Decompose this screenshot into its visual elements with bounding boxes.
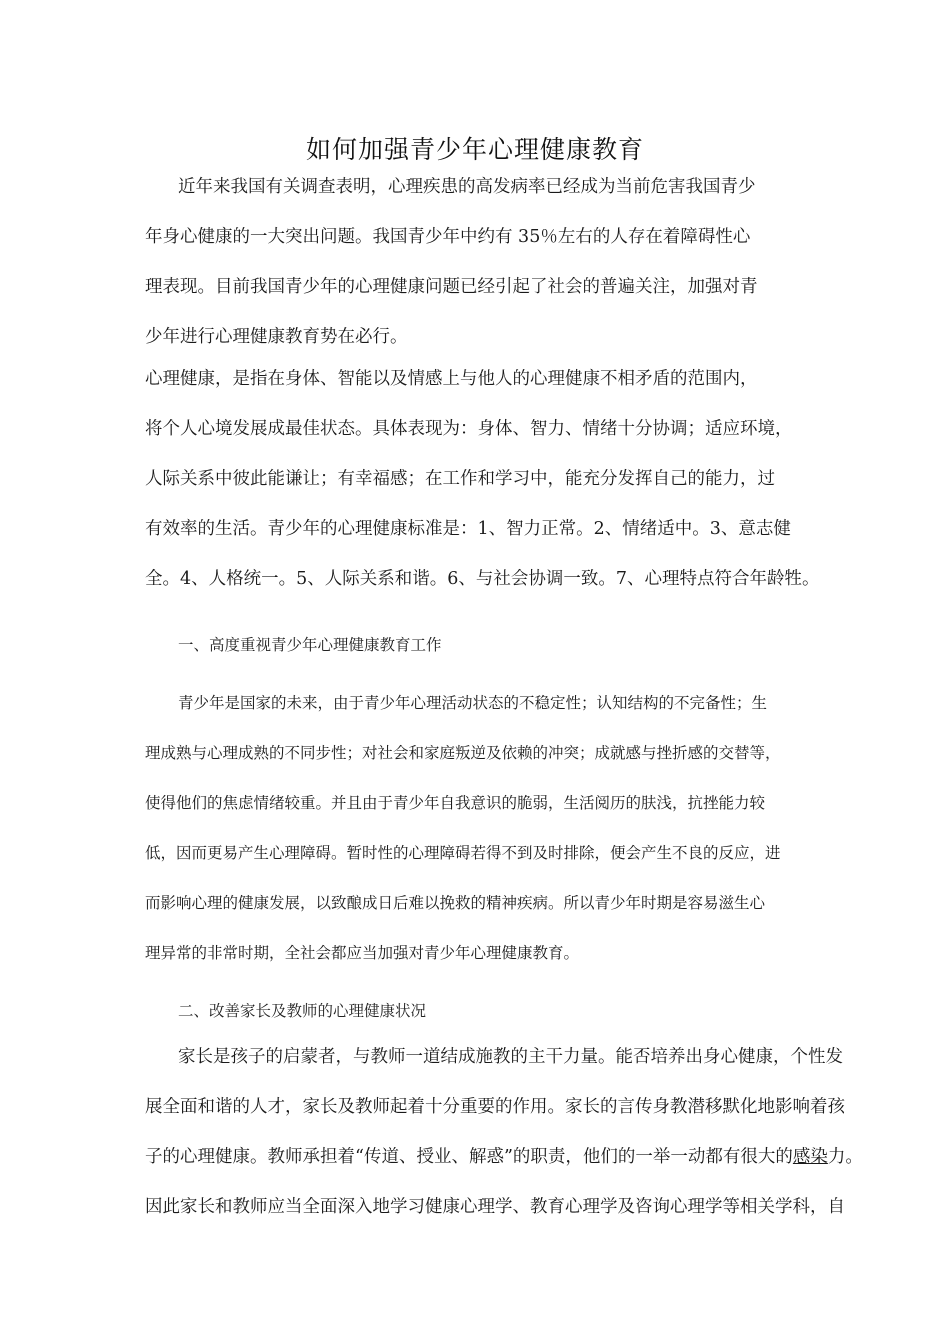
section1-line: 低，因而更易产生心理障碍。暂时性的心理障碍若得不到及时排除，便会产生不良的反应，进 <box>145 844 781 862</box>
section1-line: 而影响心理的健康发展，以致酿成日后难以挽救的精神疾病。所以青少年时期是容易滋生心 <box>145 894 766 912</box>
section2-line-text: 子的心理健康。教师承担着“传道、授业、解惑”的职责，他们的一举一动都有很大的 <box>145 1147 793 1167</box>
section2-line-tail: 力。 <box>827 1147 863 1167</box>
definition-line: 人际关系中彼此能谦让；有幸福感；在工作和学习中，能充分发挥自己的能力，过 <box>145 469 775 489</box>
definition-line: 全。4、人格统一。5、人际关系和谐。6、与社会协调一致。7、心理特点符合年龄牲。 <box>145 569 820 589</box>
section1-heading: 一、高度重视青少年心理健康教育工作 <box>178 636 442 654</box>
intro-line: 近年来我国有关调查表明，心理疾患的高发病率已经成为当前危害我国青少 <box>178 177 756 197</box>
intro-line: 理表现。目前我国青少年的心理健康问题已经引起了社会的普遍关注，加强对青 <box>145 277 758 297</box>
definition-line: 将个人心境发展成最佳状态。具体表现为：身体、智力、情绪十分协调；适应环境， <box>145 419 793 439</box>
document-title: 如何加强青少年心理健康教育 <box>305 135 644 164</box>
section1-line: 青少年是国家的未来，由于青少年心理活动状态的不稳定性；认知结构的不完备性；生 <box>178 694 768 712</box>
intro-line: 年身心健康的一大突出问题。我国青少年中约有 35％左右的人存在着障碍性心 <box>145 227 751 247</box>
intro-line: 少年进行心理健康教育势在必行。 <box>145 327 408 347</box>
section2-line: 家长是孩子的启蒙者，与教师一道结成施教的主干力量。能否培养出身心健康，个性发 <box>178 1047 843 1067</box>
definition-line: 有效率的生活。青少年的心理健康标准是：1、智力正常。2、情绪适中。3、意志健 <box>145 519 791 539</box>
underlined-word: 感染 <box>792 1147 828 1167</box>
definition-line: 心理健康，是指在身体、智能以及情感上与他人的心理健康不相矛盾的范围内， <box>145 369 758 389</box>
section2-line: 展全面和谐的人才，家长及教师起着十分重要的作用。家长的言传身教潜移默化地影响着孩 <box>145 1097 845 1117</box>
section1-line: 使得他们的焦虑情绪较重。并且由于青少年自我意识的脆弱，生活阅历的肤浅，抗挫能力较 <box>145 794 766 812</box>
section2-line <box>145 1142 863 1172</box>
section2-heading: 二、改善家长及教师的心理健康状况 <box>178 1002 427 1020</box>
section2-line: 因此家长和教师应当全面深入地学习健康心理学、教育心理学及咨询心理学等相关学科，自 <box>145 1197 845 1217</box>
section1-line: 理异常的非常时期，全社会都应当加强对青少年心理健康教育。 <box>145 944 580 962</box>
section1-line: 理成熟与心理成熟的不同步性；对社会和家庭叛逆及依赖的冲突；成就感与挫折感的交替等， <box>145 744 781 762</box>
